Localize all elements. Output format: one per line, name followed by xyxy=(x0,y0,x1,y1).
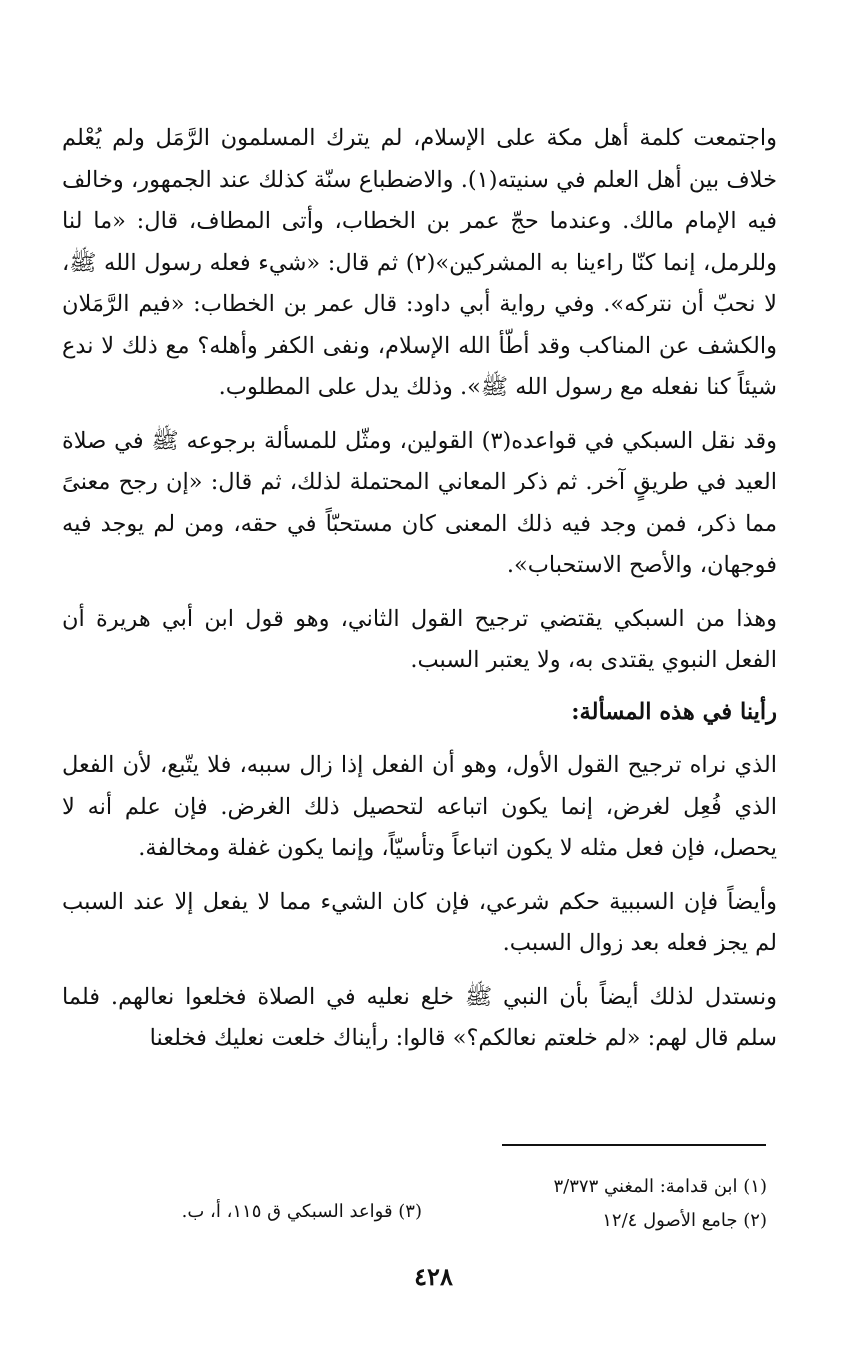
paragraph-5: وأيضاً فإن السببية حكم شرعي، فإن كان الشيء مما لا يفعل إلا عند السبب لم يجز فعله بعد زوال السبب. xyxy=(62,888,777,956)
paragraph-2: وقد نقل السبكي في قواعده(٣) القولين، ومثّل للمسألة برجوعه ﷺ في صلاة العيد في طريقٍ آخر. ثم ذكر المعاني المحتملة لذلك، ثم قال: «إن رجح معنىً مما ذكر، فمن وجد فيه ذلك المعنى كان مستحبّاً في حقه، ومن لم يوجد فيه فوجهان، والأصح الاستحباب». xyxy=(62,427,777,578)
footnote-divider xyxy=(502,1144,766,1146)
paragraph-6: ونستدل لذلك أيضاً بأن النبي ﷺ خلع نعليه في الصلاة فخلعوا نعالهم. فلما سلم قال لهم: «لم خلعتم نعالكم؟» قالوا: رأيناك خلعت نعليك فخلعنا xyxy=(62,983,777,1051)
footnote-1: (١) ابن قدامة: المغني ٣/٣٧٣ xyxy=(553,1176,767,1197)
section-heading: رأينا في هذه المسألة: xyxy=(571,698,777,725)
footnote-2: (٢) جامع الأصول ١٢/٤ xyxy=(602,1210,767,1231)
main-text xyxy=(62,118,777,1060)
page-number: ٤٢٨ xyxy=(414,1262,453,1291)
paragraph-1: واجتمعت كلمة أهل مكة على الإسلام، لم يترك المسلمون الرَّمَل ولم يُعْلم خلاف بين أهل العلم في سنيته(١). والاضطباع سنّة كذلك عند الجمهور، وخالف فيه الإمام مالك. وعندما حجّ عمر بن الخطاب، وأتى المطاف، قال: «ما لنا وللرمل، إنما كنّا راءينا به المشركين»(٢) ثم قال: «شيء فعله رسول الله ﷺ، لا نحبّ أن نتركه». وفي رواية أبي داود: قال عمر بن الخطاب: «فيم الرَّمَلان والكشف عن المناكب وقد أطّأ الله الإسلام، ونفى الكفر وأهله؟ مع ذلك لا ندع شيئاً كنا نفعله مع رسول الله ﷺ». وذلك يدل على المطلوب. xyxy=(62,125,778,400)
paragraph-4: الذي نراه ترجيح القول الأول، وهو أن الفعل إذا زال سببه، فلا يتّبع، لأن الفعل الذي فُعِل لغرض، إنما يكون اتباعه لتحصيل ذلك الغرض. فإن علم أنه لا يحصل، فإن فعل مثله لا يكون اتباعاً وتأسيّاً، وإنما يكون غفلة ومخالفة. xyxy=(62,752,777,861)
footnote-3: (٣) قواعد السبكي ق ١١٥، أ، ب. xyxy=(181,1201,422,1222)
paragraph-3: وهذا من السبكي يقتضي ترجيح القول الثاني، وهو قول ابن أبي هريرة أن الفعل النبوي يقتدى به، ولا يعتبر السبب. xyxy=(62,605,777,673)
